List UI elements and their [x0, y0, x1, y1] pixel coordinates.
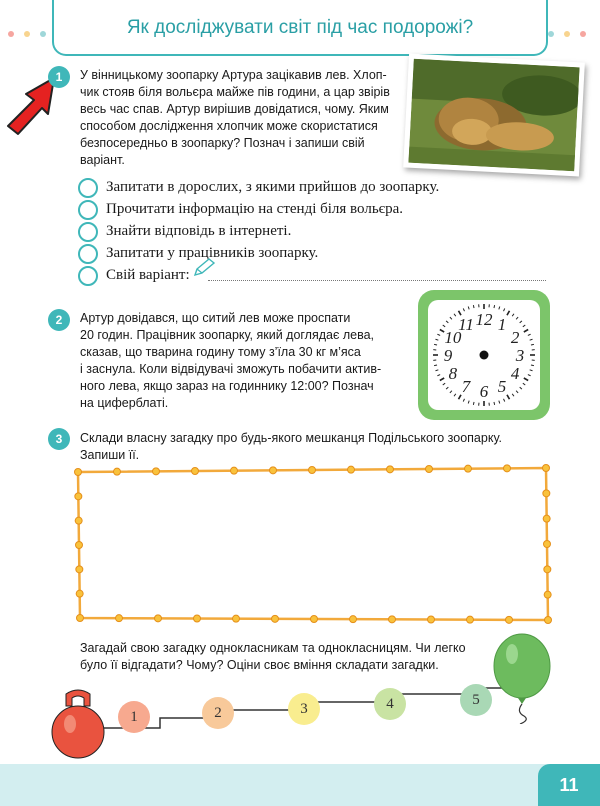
lion-photo	[403, 53, 585, 176]
frame-dot	[233, 615, 240, 622]
clock-tick	[473, 402, 474, 405]
frame-dot	[311, 616, 318, 623]
clock-tick	[473, 305, 474, 308]
frame-dot	[544, 541, 551, 548]
frame-dot	[194, 615, 201, 622]
frame-dot	[467, 616, 474, 623]
clock-tick	[454, 314, 456, 316]
page-number: 11	[538, 764, 600, 806]
clock-tick	[463, 399, 464, 402]
frame-dot	[309, 467, 316, 474]
clock-tick	[446, 321, 448, 323]
frame-dot	[231, 467, 238, 474]
task-3-number: 3	[48, 428, 70, 450]
clock-tick	[446, 387, 448, 389]
clock-tick	[520, 321, 522, 323]
frame-dot	[270, 467, 277, 474]
clock-tick	[528, 334, 531, 335]
frame-dot	[544, 591, 551, 598]
clock-tick	[524, 378, 528, 381]
frame-dot	[428, 616, 435, 623]
frame-dot	[116, 615, 123, 622]
clock-tick	[468, 401, 469, 404]
footer-bar	[0, 764, 600, 806]
clock-number: 12	[475, 310, 493, 329]
clock-tick	[450, 391, 452, 393]
task-2-text: Артур довідався, що ситий лев може проспати 20 годин. Працівник зоопарку, який доглядає лева, сказав, що тварина годину тому з’їла 30 кг м’яса і заснула. Коли відвідувачі зможуть побачити актив- ного лева, якщо зараз на годиннику 12:00? Познач на циферблаті.	[80, 311, 382, 410]
balloon-icon	[490, 632, 560, 724]
clock-tick	[450, 317, 452, 319]
clock-face[interactable]	[428, 300, 540, 410]
clock-tick	[435, 339, 438, 340]
frame-dot	[426, 466, 433, 473]
frame-dot	[155, 615, 162, 622]
task-1-text: У вінницькому зоопарку Артура зацікавив лев. Хлоп- чик стояв біля вольєра майже пів години, а цар звірів весь час спав. Артур вирішив довідатися, чому. Яким способом дослідження хлопчик може скористатися безпосередньо в зоопарку? Познач і запиши свій варіант.	[80, 68, 390, 167]
scale-step-2[interactable]: 2	[202, 697, 234, 729]
clock-tick	[524, 330, 528, 333]
clock-tick	[531, 365, 534, 366]
clock-center	[480, 351, 489, 360]
clock-tick	[434, 344, 437, 345]
clock-tick	[440, 378, 444, 381]
frame-dot	[506, 616, 513, 623]
clock-number: 1	[497, 314, 507, 334]
clock-tick	[499, 401, 500, 404]
clock-number: 5	[497, 377, 507, 397]
clock-number: 10	[444, 328, 462, 347]
option-5-checkbox[interactable]	[78, 266, 98, 286]
clock-tick	[434, 365, 437, 366]
clock-tick	[494, 402, 495, 405]
option-1-checkbox[interactable]	[78, 178, 98, 198]
clock-tick	[516, 391, 518, 393]
frame-dot	[465, 465, 472, 472]
scale-step-3[interactable]: 3	[288, 693, 320, 725]
clock-tick	[454, 394, 456, 396]
clock-number: 11	[458, 314, 474, 334]
clock	[418, 290, 550, 420]
clock-tick	[523, 325, 525, 327]
clock-tick	[507, 311, 510, 315]
frame-dot	[504, 465, 511, 472]
scale-step-5[interactable]: 5	[460, 684, 492, 716]
option-2-checkbox[interactable]	[78, 200, 98, 220]
clock-tick	[504, 308, 505, 311]
frame-dot	[76, 542, 83, 549]
frame-dot	[192, 468, 199, 475]
task-2-number: 2	[48, 309, 70, 331]
clock-tick	[463, 308, 464, 311]
header-dots-left	[8, 24, 56, 30]
clock-number: 6	[479, 382, 489, 401]
frame-dot	[153, 468, 160, 475]
option-4-checkbox[interactable]	[78, 244, 98, 264]
clock-tick	[528, 375, 531, 376]
frame-dot	[543, 515, 550, 522]
page-title: Як досліджувати світ під час подорожі?	[126, 17, 474, 38]
clock-tick	[437, 334, 440, 335]
frame-dot	[545, 617, 552, 624]
clock-tick	[530, 339, 533, 340]
clock-tick	[443, 383, 445, 385]
clock-number: 2	[510, 328, 520, 347]
kettlebell-icon	[46, 688, 110, 760]
clock-number: 9	[443, 346, 453, 365]
scale-step-1[interactable]: 1	[118, 701, 150, 733]
clock-tick	[499, 306, 500, 309]
frame-dot	[543, 465, 550, 472]
clock-tick	[531, 344, 534, 345]
clock-dial	[428, 300, 540, 410]
frame-dot	[75, 517, 82, 524]
frame-dot	[75, 493, 82, 500]
task-3-followup: Загадай свою загадку однокласникам та однокласницям. Чи легко було її відгадати? Чому? Оціни своє вміння складати загадки.	[80, 641, 466, 672]
frame-dot	[76, 590, 83, 597]
task-1-number: 1	[48, 66, 70, 88]
clock-tick	[443, 325, 445, 327]
clock-tick	[530, 370, 533, 371]
clock-tick	[507, 395, 510, 399]
frame-dot	[114, 468, 121, 475]
header-dots-right	[548, 24, 586, 30]
clock-tick	[516, 317, 518, 319]
frame-dot	[543, 490, 550, 497]
pencil-icon	[192, 258, 216, 278]
clock-tick	[504, 399, 505, 402]
clock-tick	[512, 394, 514, 396]
clock-tick	[468, 306, 469, 309]
clock-number: 7	[461, 377, 471, 397]
clock-number: 4	[510, 364, 520, 383]
frame-dot	[389, 616, 396, 623]
frame-dot	[77, 615, 84, 622]
frame-dot	[75, 469, 82, 476]
lion-image	[408, 59, 579, 172]
own-answer-line[interactable]	[208, 280, 546, 281]
frame-dot	[544, 566, 551, 573]
clock-tick	[459, 395, 462, 399]
clock-tick	[437, 375, 440, 376]
clock-tick	[494, 305, 495, 308]
riddle-frame[interactable]	[70, 462, 556, 628]
frame-dot	[272, 615, 279, 622]
clock-number: 8	[448, 364, 458, 383]
clock-number: 3	[515, 346, 525, 365]
frame-dot	[76, 566, 83, 573]
clock-tick	[520, 387, 522, 389]
frame-dot	[350, 616, 357, 623]
task-3-text: Склади власну загадку про будь-якого мешканця Подільського зоопарку. Запиши її.	[80, 431, 502, 462]
scale-step-4[interactable]: 4	[374, 688, 406, 720]
clock-tick	[523, 383, 525, 385]
clock-tick	[512, 314, 514, 316]
clock-tick	[435, 370, 438, 371]
frame-dot	[387, 466, 394, 473]
frame-dot	[348, 466, 355, 473]
option-3-checkbox[interactable]	[78, 222, 98, 242]
